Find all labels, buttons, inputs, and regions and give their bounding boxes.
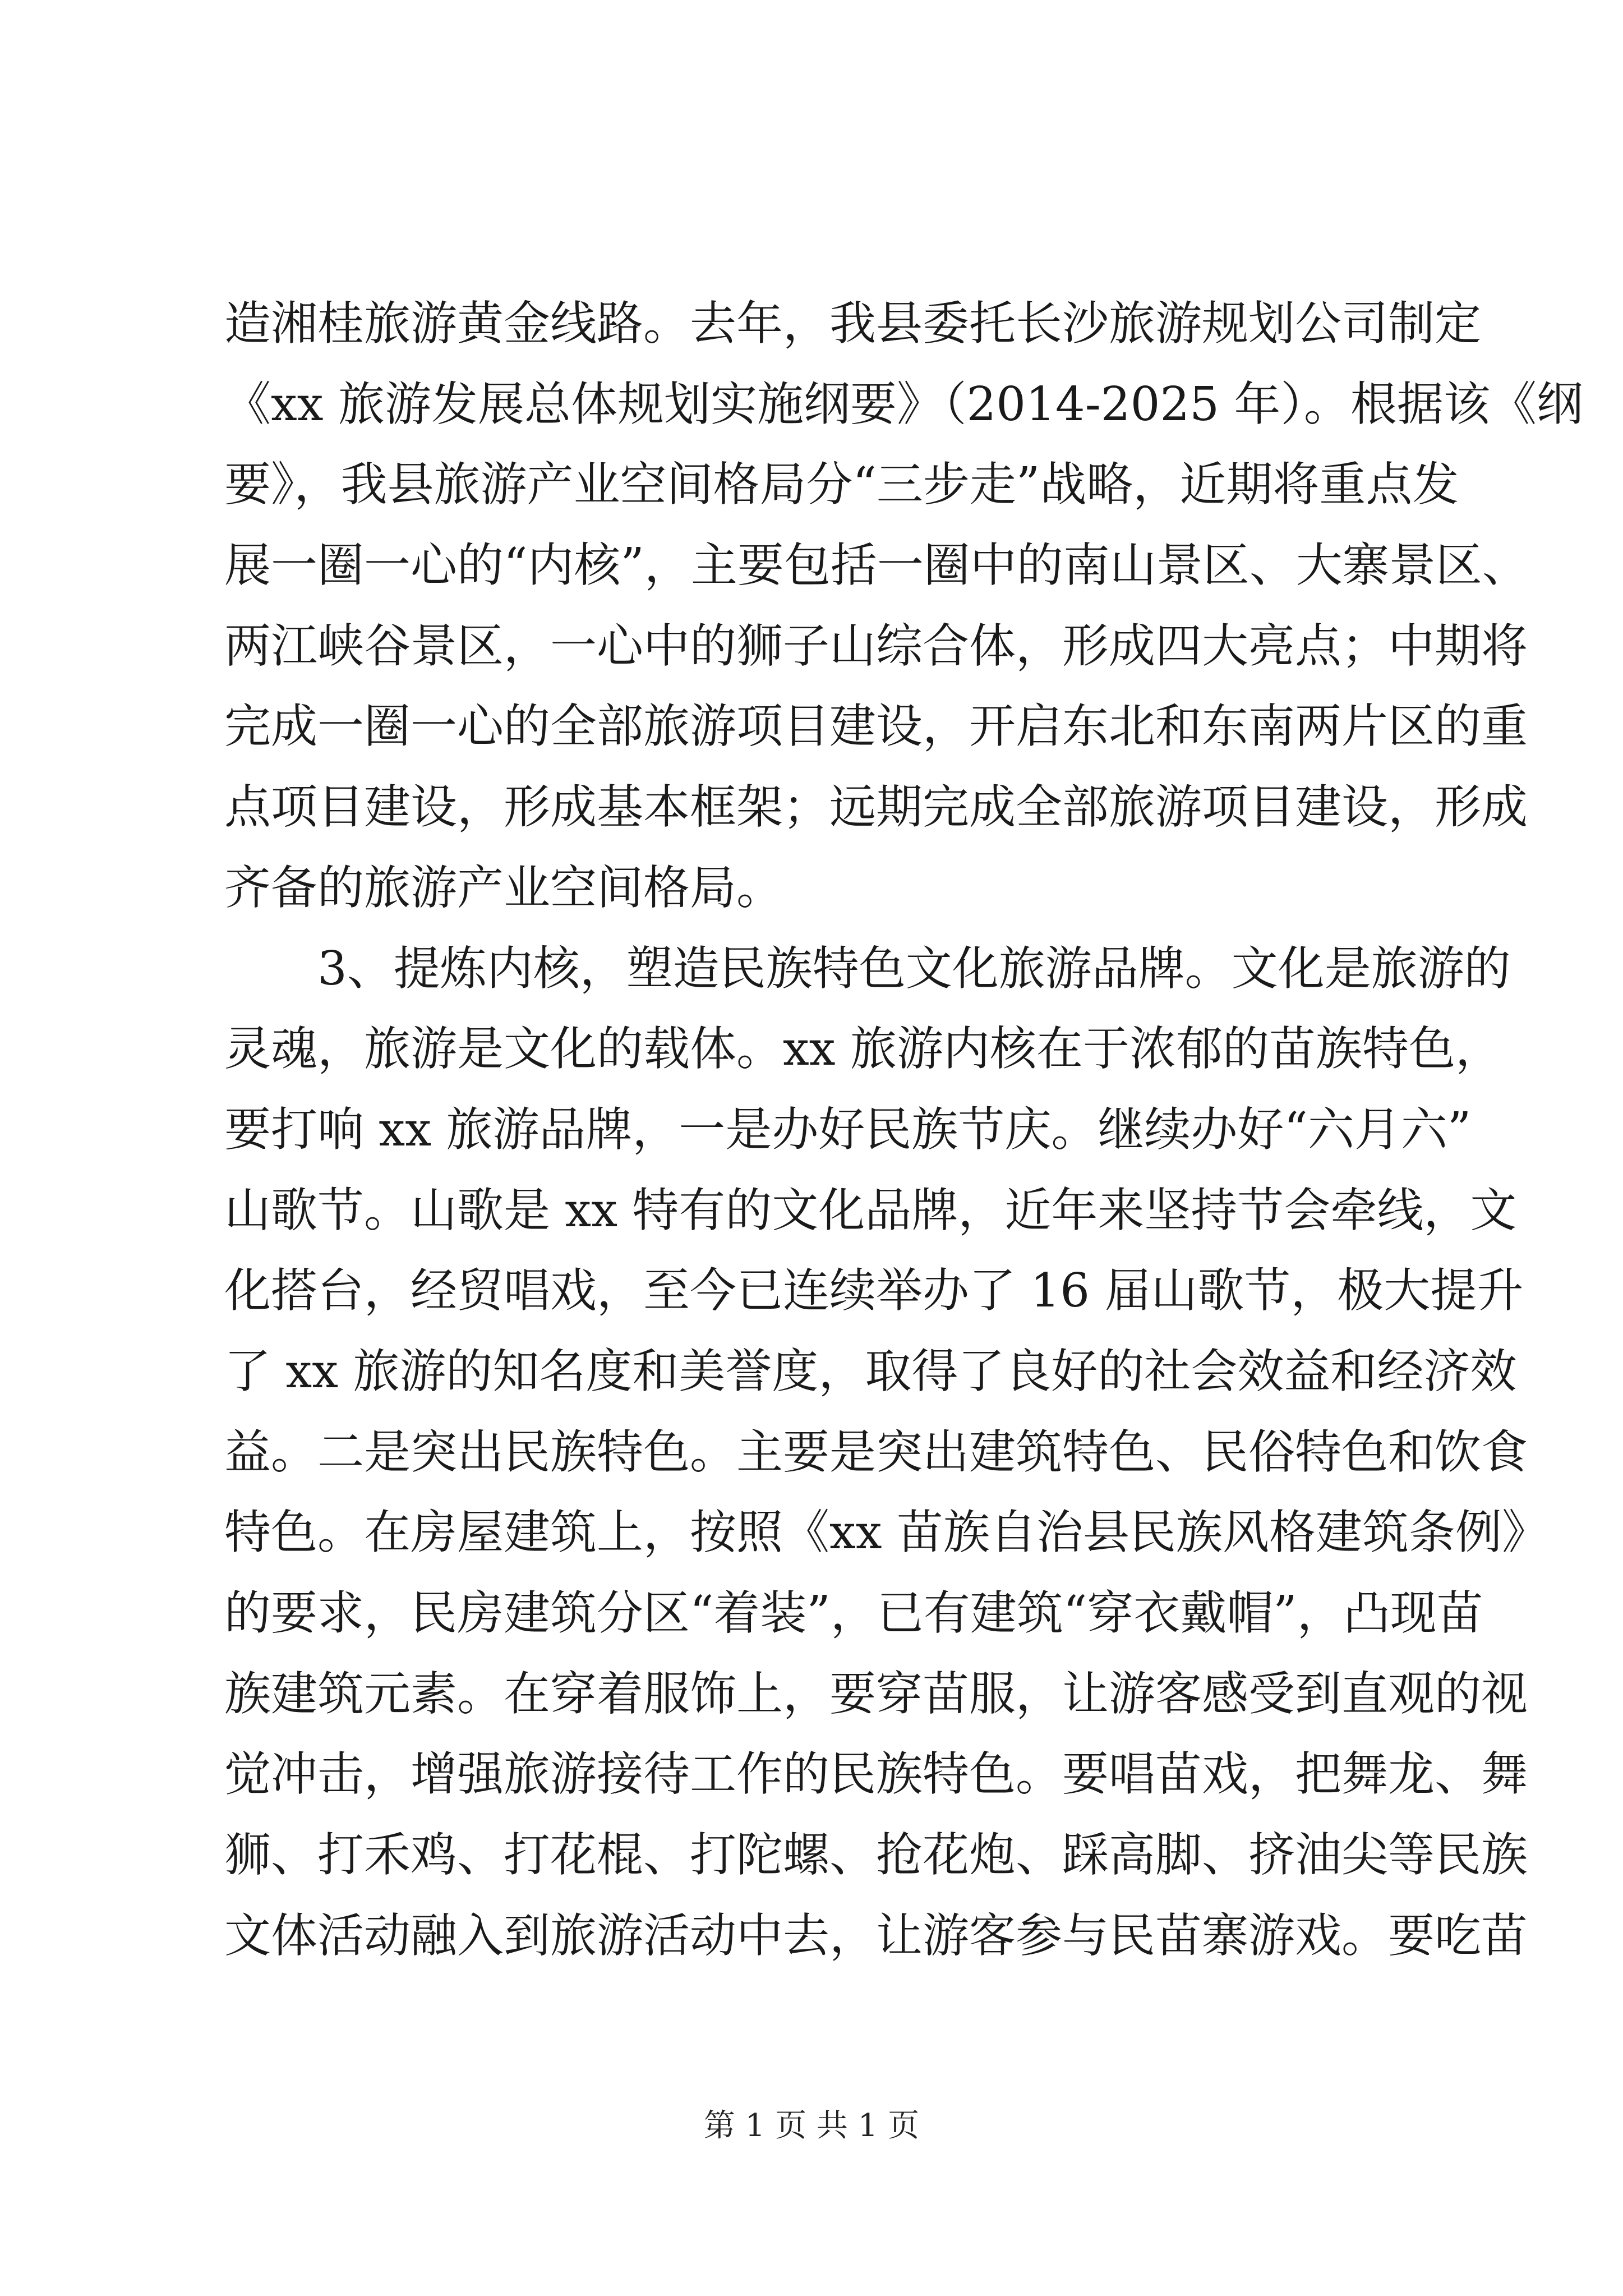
text-line: 狮、打禾鸡、打花棍、打陀螺、抢花炮、踩高脚、挤油尖等民族: [224, 1828, 1528, 1883]
text-line: 文体活动融入到旅游活动中去，让游客参与民苗寨游戏。要吃苗: [224, 1908, 1528, 1963]
text-line: 的要求，民房建筑分区“着装”，已有建筑“穿衣戴帽”，凸现苗: [224, 1586, 1483, 1640]
text-line: 展一圈一心的“内核”，主要包括一圈中的南山景区、大寨景区、: [224, 538, 1529, 593]
text-line: 完成一圈一心的全部旅游项目建设，开启东北和东南两片区的重: [224, 699, 1528, 754]
text-line: 点项目建设，形成基本框架；远期完成全部旅游项目建设，形成: [224, 780, 1528, 835]
text-line: 要打响 xx 旅游品牌，一是办好民族节庆。继续办好“六月六”: [224, 1102, 1472, 1157]
text-line: 了 xx 旅游的知名度和美誉度，取得了良好的社会效益和经济效: [224, 1343, 1517, 1398]
body-text: [224, 283, 1583, 1976]
text-line: 《xx 旅游发展总体规划实施纲要》（2014-2025 年）。根据该《纲: [224, 376, 1583, 431]
text-line: 觉冲击，增强旅游接待工作的民族特色。要唱苗戏，把舞龙、舞: [224, 1747, 1528, 1802]
text-line: 特色。在房屋建筑上，按照《xx 苗族自治县民族风格建筑条例》: [224, 1505, 1548, 1560]
text-line: 要》，我县旅游产业空间格局分“三步走”战略，近期将重点发: [224, 457, 1459, 512]
text-line: 两江峡谷景区，一心中的狮子山综合体，形成四大亮点；中期将: [224, 618, 1528, 673]
text-line: 化搭台，经贸唱戏，至今已连续举办了 16 届山歌节，极大提升: [224, 1263, 1524, 1318]
text-line: 族建筑元素。在穿着服饰上，要穿苗服，让游客感受到直观的视: [224, 1666, 1528, 1721]
text-line: 齐备的旅游产业空间格局。: [224, 860, 783, 915]
text-line: 3、提炼内核，塑造民族特色文化旅游品牌。文化是旅游的: [317, 941, 1511, 996]
page-footer: 第 1 页 共 1 页: [703, 2108, 920, 2144]
text-line: 造湘桂旅游黄金线路。去年，我县委托长沙旅游规划公司制定: [224, 296, 1481, 351]
text-line: 灵魂，旅游是文化的载体。xx 旅游内核在于浓郁的苗族特色，: [224, 1022, 1502, 1076]
text-line: 山歌节。山歌是 xx 特有的文化品牌，近年来坚持节会牵线，文: [224, 1182, 1517, 1237]
text-line: 益。二是突出民族特色。主要是突出建筑特色、民俗特色和饮食: [224, 1424, 1528, 1479]
